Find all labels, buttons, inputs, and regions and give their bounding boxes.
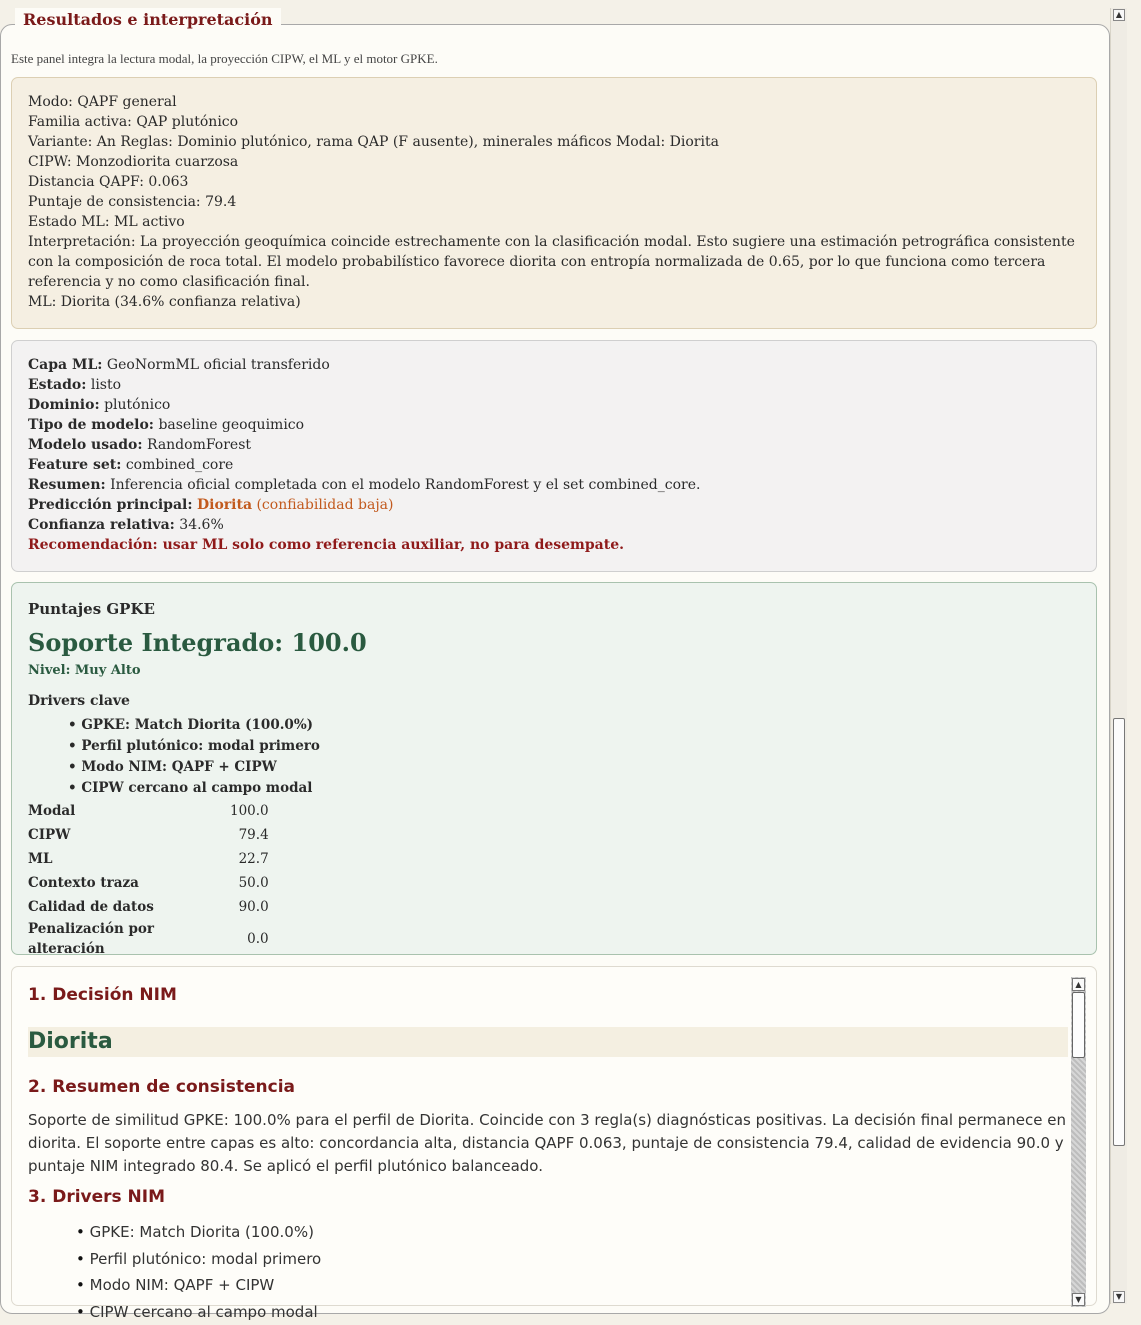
gpke-integrated-score: Soporte Integrado: 100.0 [28,629,1080,657]
ml-box [11,340,1097,572]
table-row: Contexto traza 50.0 [28,871,269,895]
summary-qapf-distance: Distancia QAPF: 0.063 [28,172,1080,192]
ml-confidence: Confianza relativa: 34.6% [28,515,1080,535]
list-item: • GPKE: Match Diorita (100.0%) [68,715,1080,736]
report-consistency-text: Soporte de similitud GPKE: 100.0% para el perfil de Diorita. Coincide con 3 regla(s) diagnósticas positivas. La decisión final permanece en diorita. El soporte entre capas es alto: concordancia alta, distancia QAPF 0.063, puntaje de consistencia 79.4, calidad de evidencia 90.0 y puntaje NIM integrado 80.4. Se aplicó el perfil plutónico balanceado. [28,1109,1068,1178]
summary-ml-state: Estado ML: ML activo [28,212,1080,232]
list-item: • Perfil plutónico: modal primero [76,1246,321,1273]
gpke-level: Nivel: Muy Alto [28,661,1080,681]
ml-row: Dominio: plutónico [28,395,1080,415]
ml-row: Estado: listo [28,375,1080,395]
table-row: ML 22.7 [28,847,269,871]
summary-variant: Variante: An Reglas: Dominio plutónico, rama QAP (F ausente), minerales máficos Modal: Diorita [28,132,1080,152]
table-row: Modal 100.0 [28,799,269,823]
page-scroll-thumb[interactable] [1113,718,1125,1146]
report-decision: Diorita [28,1027,1068,1057]
panel-intro: Este panel integra la lectura modal, la proyección CIPW, el ML y el motor GPKE. [11,51,438,67]
table-row: Calidad de datos 90.0 [28,895,269,919]
ml-row: Capa ML: GeoNormML oficial transferido [28,355,1080,375]
table-row: Penalización por alteración 0.0 [28,919,269,959]
ml-prediction-note: (confiabilidad baja) [256,497,393,513]
ml-row: Feature set: combined_core [28,455,1080,475]
gpke-drivers-title: Drivers clave [28,691,1080,711]
ml-recommendation: Recomendación: usar ML solo como referencia auxiliar, no para desempate. [28,535,1080,555]
list-item: • Perfil plutónico: modal primero [68,736,1080,757]
gpke-box [11,582,1097,955]
summary-cipw: CIPW: Monzodiorita cuarzosa [28,152,1080,172]
summary-consistency: Puntaje de consistencia: 79.4 [28,192,1080,212]
report-heading-decision: 1. Decisión NIM [28,985,177,1005]
ml-row: Resumen: Inferencia oficial completada con el modelo RandomForest y el set combined_core. [28,475,1080,495]
gpke-scores-table [28,799,269,959]
summary-interpretation: Interpretación: La proyección geoquímica coincide estrechamente con la clasificación modal. Esto sugiere una estimación petrográfica consistente con la composición de roca total. El modelo probabilístico favorece diorita con entropía normalizada de 0.65, por lo que funciona como tercera referencia y no como clasificación final. [28,232,1080,292]
summary-mode: Modo: QAPF general [28,92,1080,112]
summary-ml: ML: Diorita (34.6% confianza relativa) [28,292,1080,312]
scroll-down-arrow-icon[interactable]: ▼ [1113,1291,1125,1303]
list-item: • CIPW cercano al campo modal [68,778,1080,799]
page-scrollbar[interactable] [1110,8,1127,1304]
report-scroll-thumb[interactable] [1072,992,1085,1058]
gpke-title: Puntajes GPKE [28,599,1080,619]
scroll-down-arrow-icon[interactable]: ▼ [1072,1293,1085,1306]
list-item: • Modo NIM: QAPF + CIPW [76,1272,321,1299]
scroll-up-arrow-icon[interactable]: ▲ [1072,978,1085,991]
scroll-up-arrow-icon[interactable]: ▲ [1113,9,1125,21]
list-item: • CIPW cercano al campo modal [76,1299,321,1325]
table-row: CIPW 79.4 [28,823,269,847]
report-heading-drivers: 3. Drivers NIM [28,1187,165,1207]
report-scrollbar[interactable] [1071,977,1086,1307]
report-heading-consistency: 2. Resumen de consistencia [28,1077,295,1097]
summary-family: Familia activa: QAP plutónico [28,112,1080,132]
ml-row: Tipo de modelo: baseline geoquimico [28,415,1080,435]
ml-row: Modelo usado: RandomForest [28,435,1080,455]
ml-prediction: Predicción principal: Diorita (confiabilidad baja) [28,495,1080,515]
report-drivers-list [28,1219,321,1325]
list-item: • Modo NIM: QAPF + CIPW [68,757,1080,778]
list-item: • GPKE: Match Diorita (100.0%) [76,1219,321,1246]
ml-prediction-value: Diorita [197,497,252,513]
summary-box [11,77,1097,329]
gpke-drivers-list [28,715,1080,799]
panel-legend: Resultados e interpretación [15,8,281,31]
report-box[interactable] [11,966,1097,1306]
